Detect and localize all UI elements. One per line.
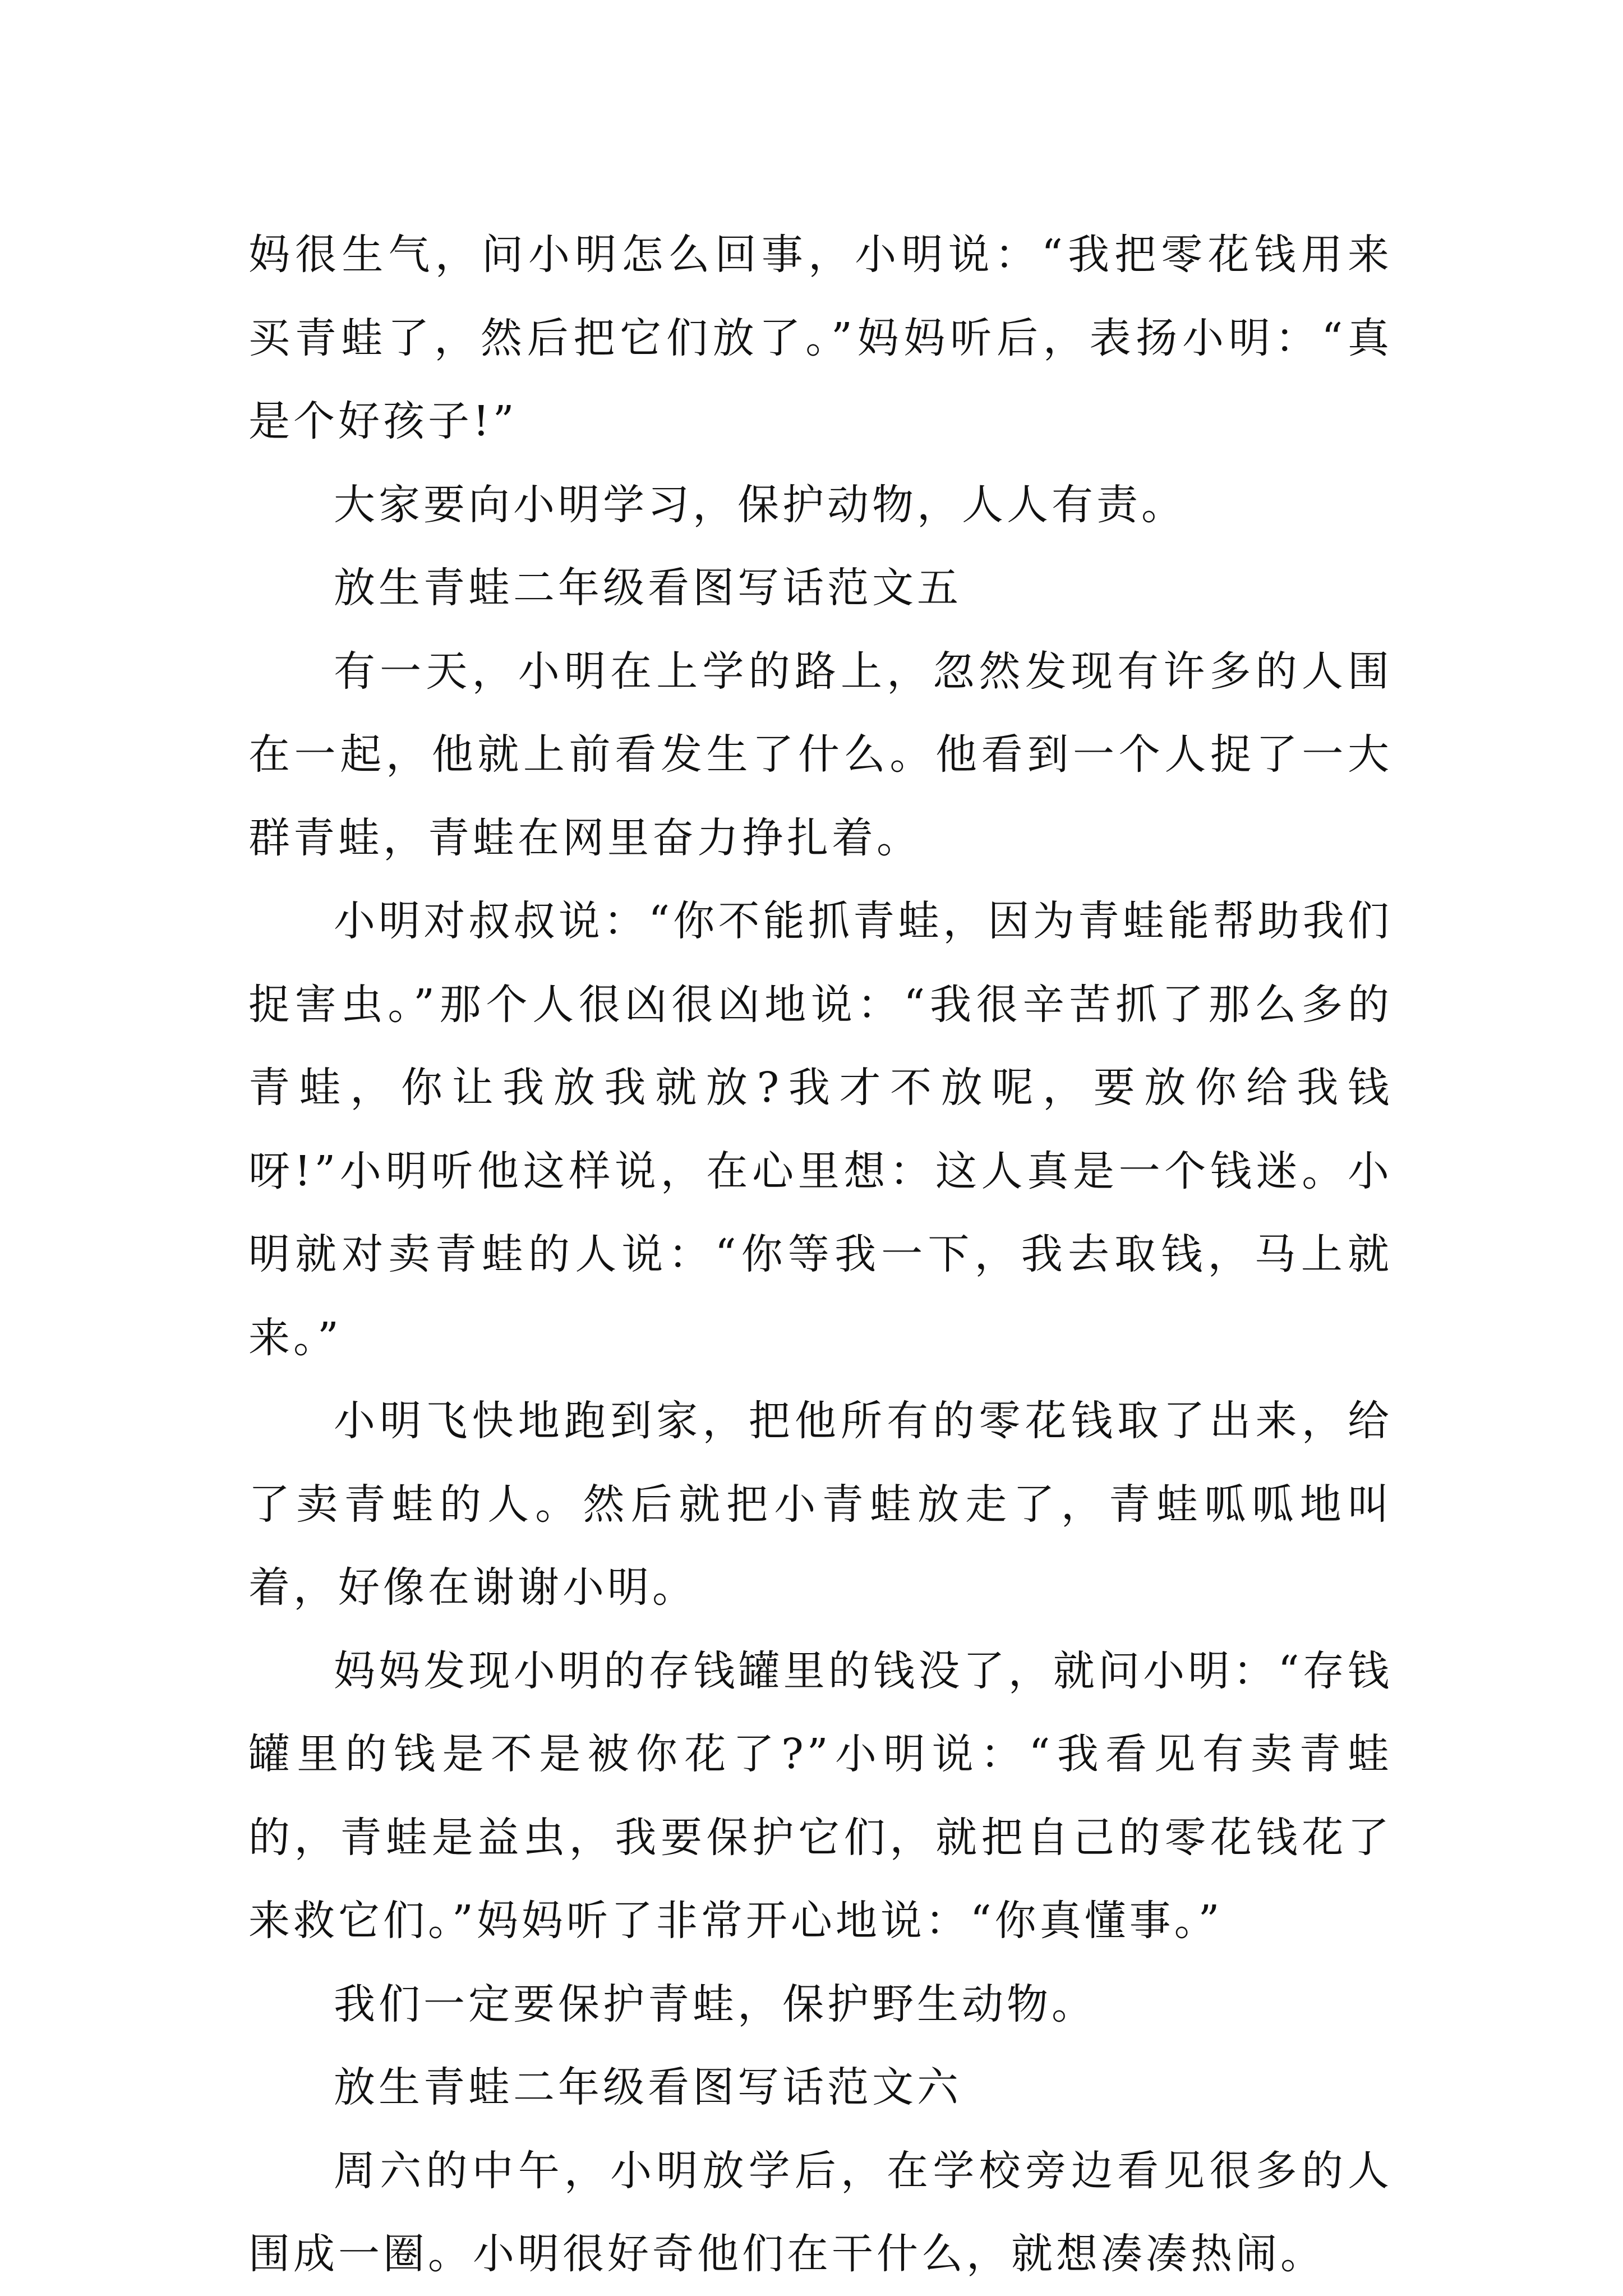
- paragraph: 妈妈发现小明的存钱罐里的钱没了，就问小明：“存钱罐里的钱是不是被你花了?”小明说：“我看见有卖青蛙的，青蛙是益虫，我要保护它们，就把自己的零花钱花了来救它们。”妈妈听了非常开心地说：“你真懂事。”: [248, 1646, 1393, 1945]
- paragraph: 小明飞快地跑到家，把他所有的零花钱取了出来，给了卖青蛙的人。然后就把小青蛙放走了，青蛙呱呱地叫着，好像在谢谢小明。: [248, 1397, 1393, 1612]
- paragraph: 大家要向小明学习，保护动物，人人有责。: [334, 480, 1186, 529]
- paragraph: 有一天，小明在上学的路上，忽然发现有许多的人围在一起，他就上前看发生了什么。他看到一个人捉了一大群青蛙，青蛙在网里奋力挣扎着。: [248, 647, 1393, 862]
- document-body: [248, 213, 1393, 2296]
- paragraph-continuation: 妈很生气，问小明怎么回事，小明说：“我把零花钱用来买青蛙了，然后把它们放了。”妈妈听后，表扬小明：“真是个好孩子!”: [248, 231, 1393, 445]
- paragraph: 周六的中午，小明放学后，在学校旁边看见很多的人围成一圈。小明很好奇他们在干什么，就想凑凑热闹。: [248, 2146, 1393, 2278]
- paragraph: 我们一定要保护青蛙，保护野生动物。: [334, 1980, 1096, 2028]
- paragraph: 小明对叔叔说：“你不能抓青蛙，因为青蛙能帮助我们捉害虫。”那个人很凶很凶地说：“我很辛苦抓了那么多的青蛙，你让我放我就放?我才不放呢，要放你给我钱呀!”小明听他这样说，在心里想：这人真是一个钱迷。小明就对卖青蛙的人说：“你等我一下，我去取钱，马上就来。”: [248, 897, 1393, 1362]
- section-heading: 放生青蛙二年级看图写话范文五: [334, 564, 962, 612]
- section-heading: 放生青蛙二年级看图写话范文六: [334, 2063, 962, 2111]
